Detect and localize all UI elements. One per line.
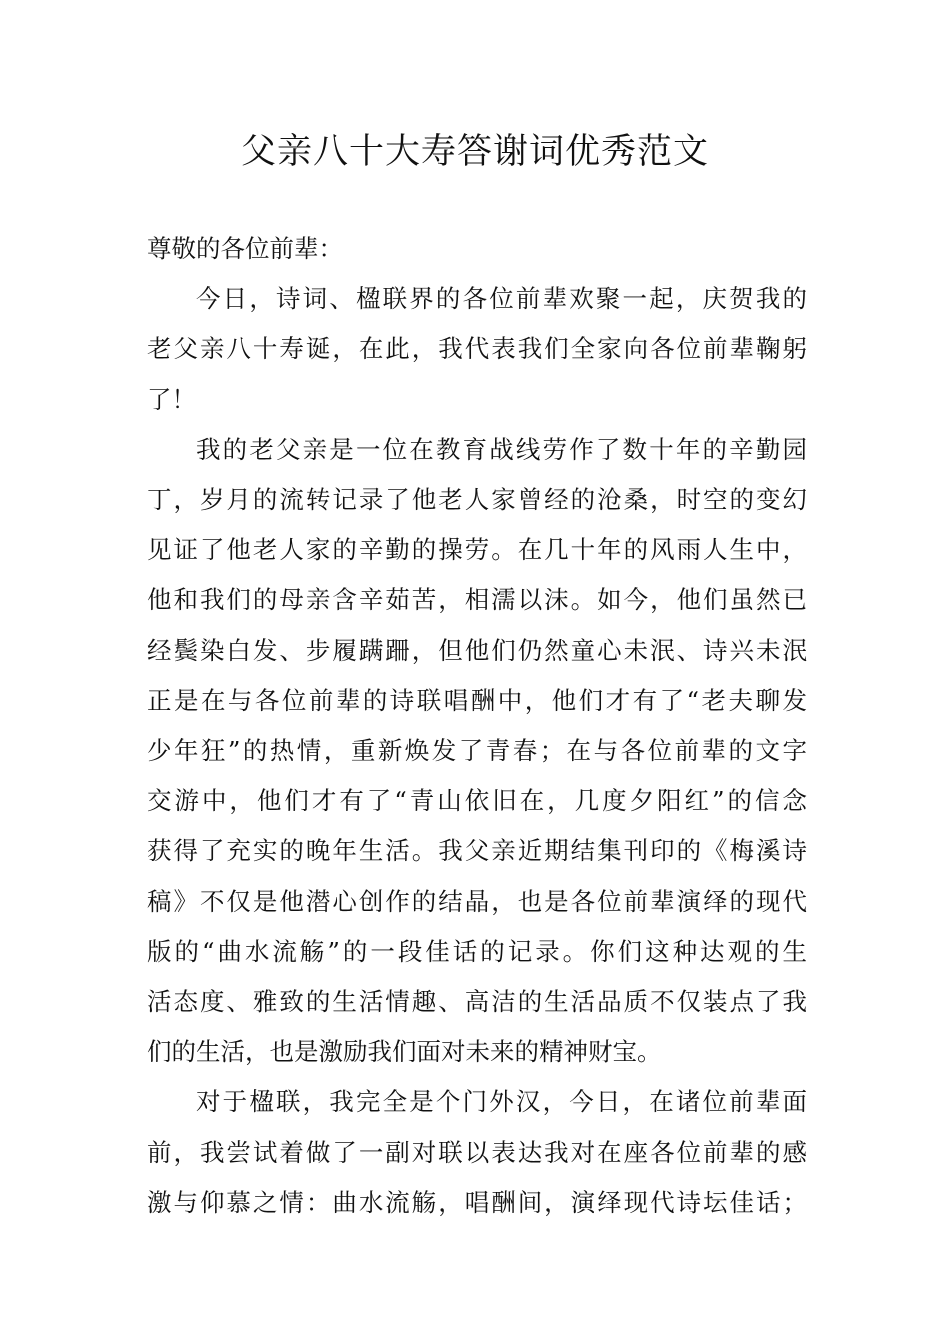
paragraph-line: 活态度、雅致的生活情趣、高洁的生活品质不仅装点了我 [147,987,807,1016]
paragraph-line: 获得了充实的晚年生活。我父亲近期结集刊印的《梅溪诗 [147,836,807,865]
paragraph-line: 我的老父亲是一位在教育战线劳作了数十年的辛勤园 [196,435,807,464]
paragraph-line: 交游中，他们才有了“青山依旧在，几度夕阳红”的信念 [147,786,807,815]
paragraph-line: 老父亲八十寿诞，在此，我代表我们全家向各位前辈鞠躬 [147,334,807,363]
paragraph-line: 稿》不仅是他潜心创作的结晶，也是各位前辈演绎的现代 [147,887,807,916]
paragraph-line: 激与仰慕之情：曲水流觞，唱酬间，演绎现代诗坛佳话； [147,1188,807,1217]
paragraph-line: 经鬓染白发、步履蹒跚，但他们仍然童心未泯、诗兴未泯 [147,636,807,665]
paragraph-line: 前，我尝试着做了一副对联以表达我对在座各位前辈的感 [147,1138,807,1167]
paragraph-line: 丁，岁月的流转记录了他老人家曾经的沧桑，时空的变幻 [147,485,807,514]
paragraph-line: 了！ [147,385,196,414]
paragraph-line: 今日，诗词、楹联界的各位前辈欢聚一起，庆贺我的 [196,284,807,313]
paragraph-line: 正是在与各位前辈的诗联唱酬中，他们才有了“老夫聊发 [147,686,807,715]
paragraph-line: 们的生活，也是激励我们面对未来的精神财宝。 [147,1037,662,1066]
paragraph-line: 尊敬的各位前辈： [147,234,343,263]
document-title: 父亲八十大寿答谢词优秀范文 [240,132,709,172]
paragraph-line: 版的“曲水流觞”的一段佳话的记录。你们这种达观的生 [147,937,807,966]
paragraph-line: 少年狂”的热情，重新焕发了青春；在与各位前辈的文字 [147,736,807,765]
paragraph-line: 他和我们的母亲含辛茹苦，相濡以沫。如今，他们虽然已 [147,585,807,614]
paragraph-line: 见证了他老人家的辛勤的操劳。在几十年的风雨人生中， [147,535,807,564]
paragraph-line: 对于楹联，我完全是个门外汉，今日，在诸位前辈面 [196,1087,807,1116]
